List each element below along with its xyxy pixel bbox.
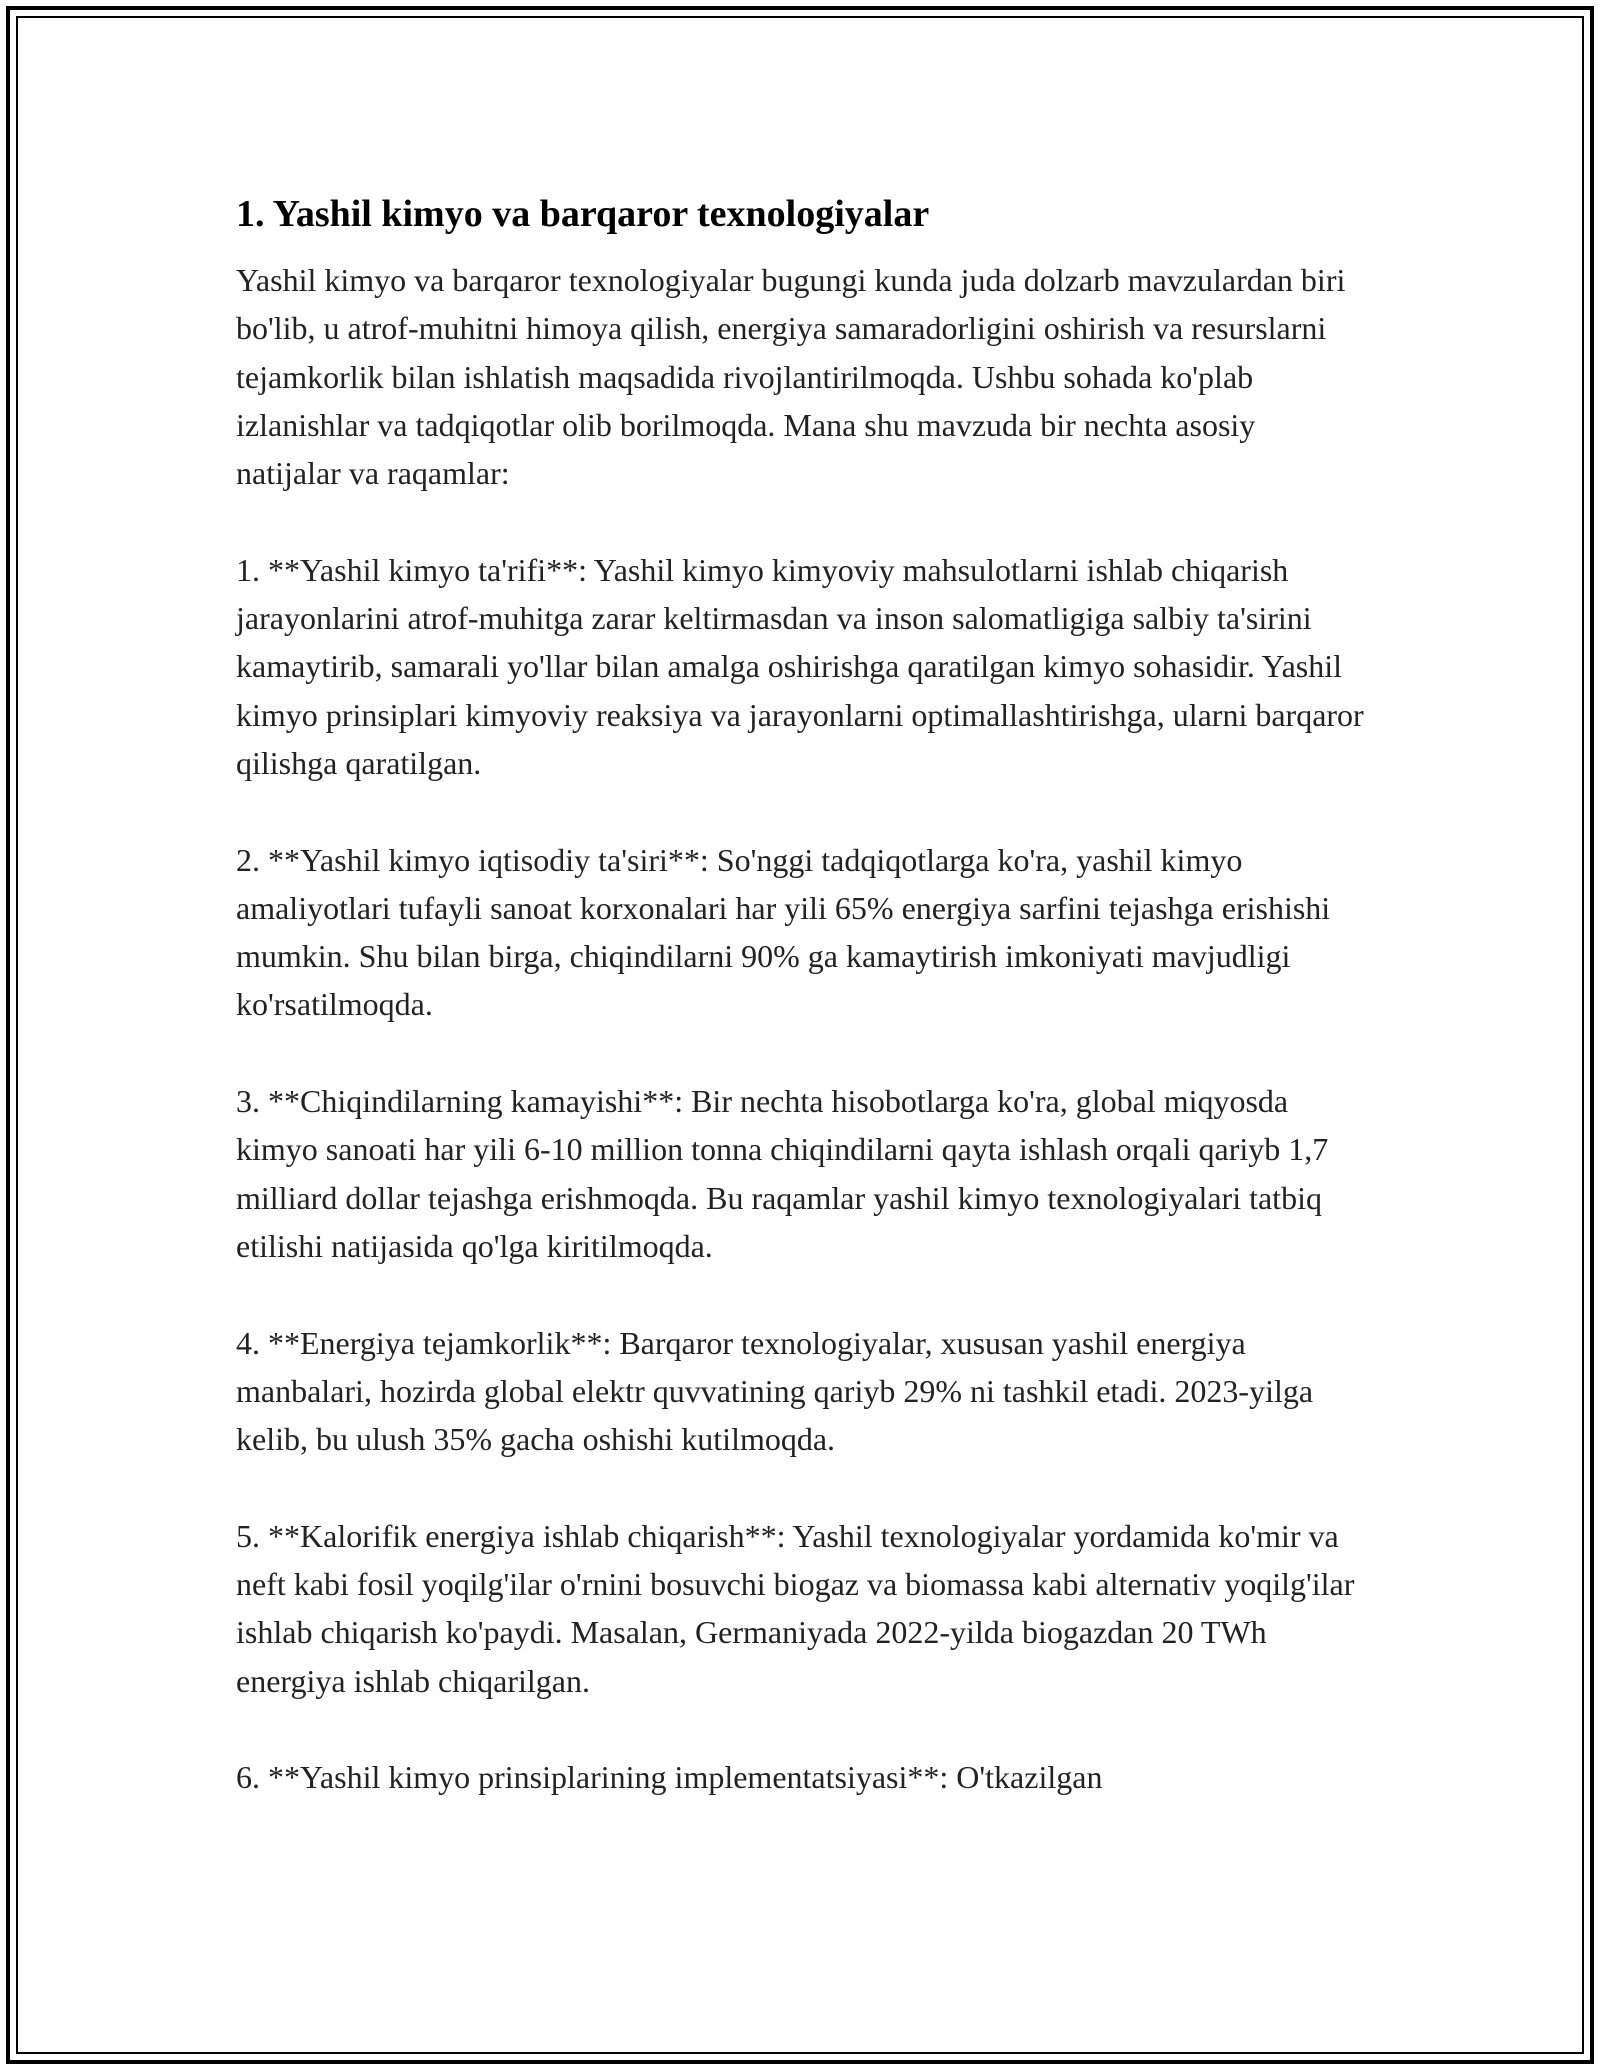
list-item-3: 3. **Chiqindilarning kamayishi**: Bir nechta hisobotlarga ko'ra, global miqyosda kimyo sanoati har yili 6-10 million tonna chiqindilarni qayta ishlash orqali qariyb 1,7 milliard dollar tejashga erishmoqda. Bu raqamlar yashil kimyo texnologiyalari tatbiq etilishi natijasida qo'lga kiritilmoqda. [236,1083,1329,1264]
list-item-6: 6. **Yashil kimyo prinsiplarining implementatsiyasi**: O'tkazilgan [236,1759,1103,1796]
list-item-2: 2. **Yashil kimyo iqtisodiy ta'siri**: So'nggi tadqiqotlarga ko'ra, yashil kimyo amaliyotlari tufayli sanoat korxonalari har yili 65% energiya sarfini tejashga erishishi mumkin. Shu bilan birga, chiqindilarni 90% ga kamaytirish imkoniyati mavjudligi ko'rsatilmoqda. [236,841,1331,1023]
intro-paragraph: Yashil kimyo va barqaror texnologiyalar bugungi kunda juda dolzarb mavzulardan biri bo'lib, u atrof-muhitni himoya qilish, energiya samaradorligini oshirish va resurslarni tejamkorlik bilan ishlatish maqsadida rivojlantirilmoqda. Ushbu sohada ko'plab izlanishlar va tadqiqotlar olib borilmoqda. Mana shu mavzuda bir nechta asosiy natijalar va raqamlar: [236,262,1346,492]
list-item-1: 1. **Yashil kimyo ta'rifi**: Yashil kimyo kimyoviy mahsulotlarni ishlab chiqarish jarayonlarini atrof-muhitga zarar keltirmasdan va inson salomatligiga salbiy ta'sirini kamaytirib, samarali yo'llar bilan amalga oshirishga qaratilgan kimyo sohasidir. Yashil kimyo prinsiplari kimyoviy reaksiya va jarayonlarni optimallashtirishga, ularni barqaror qilishga qaratilgan. [236,551,1364,781]
document-title: 1. Yashil kimyo va barqaror texnologiyalar [236,193,930,235]
document-body [236,186,1366,1802]
list-item-5: 5. **Kalorifik energiya ishlab chiqarish**: Yashil texnologiyalar yordamida ko'mir va neft kabi fosil yoqilg'ilar o'rnini bosuvchi biogaz va biomassa kabi alternativ yoqilg'ilar ishlab chiqarish ko'paydi. Masalan, Germaniyada 2022-yilda biogazdan 20 TWh energiya ishlab chiqarilgan. [236,1517,1355,1699]
list-item-4: 4. **Energiya tejamkorlik**: Barqaror texnologiyalar, xususan yashil energiya manbalari, hozirda global elektr quvvatining qariyb 29% ni tashkil etadi. 2023-yilga kelib, bu ulush 35% gacha oshishi kutilmoqda. [236,1324,1314,1458]
